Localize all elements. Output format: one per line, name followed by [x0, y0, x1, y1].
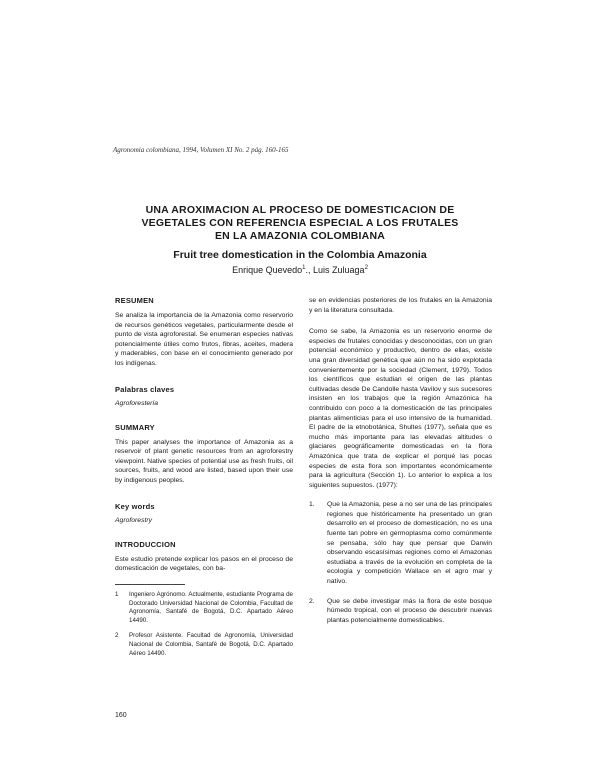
key-words-text: Agroforestry: [115, 516, 153, 524]
footnote-1: [115, 591, 293, 626]
list-item-1-number: 1.: [309, 501, 315, 509]
left-column: [115, 296, 293, 664]
author-1: Enrique Quevedo: [232, 265, 303, 275]
footnote-2: [115, 632, 293, 658]
english-title: Fruit tree domestication in the Colombia Amazonia: [173, 249, 427, 261]
journal-citation: Agronomia colombiana, 1994, Volumen XI No. 2 pág. 160-165: [113, 146, 289, 154]
list-item-1-text: Que la Amazonia, pese a no ser una de las principales regiones que históricamente ha presentado un gran desarrollo en el proceso de domesticación, no es una fuente tan pobre en germoplasma como comúnmente se pensaba, sólo hay que pensar que Darwin observando escasísimas regiones como el Amazonas estudiaba a través de la evolución en completa de la ecología y competición Wallace en el agro mar y nativo.: [327, 501, 492, 586]
summary-heading: SUMMARY: [115, 422, 155, 432]
resumen-text: Se analiza la importancia de la Amazonia como reservorio de recursos genéticos vegetales, particularmente desde el punto de vista agroforestal. Se enumeran especies nativas potencialmente útiles como frutos, fibras, aceites, madera y maderables, con base en el conocimiento generado por los indígenas.: [115, 312, 293, 367]
page-number: 160: [115, 712, 127, 719]
article-title: [120, 204, 480, 243]
right-paragraph-1: se en evidencias posteriores de los frutales en la Amazonia y en la literatura consultada.: [309, 297, 492, 314]
list-item-1: [309, 500, 492, 586]
introduccion-heading: INTRODUCCION: [115, 539, 176, 549]
title-line-2: VEGETALES CON REFERENCIA ESPECIAL A LOS FRUTALES: [141, 217, 459, 229]
palabras-claves-text: Agroforestería: [115, 399, 159, 407]
author-2-mark: 2: [364, 265, 368, 271]
footnote-divider: [115, 584, 185, 585]
footnote-2-text: Profesor Asistente. Facultad de Agronomía, Universidad Nacional de Colombia, Santafé de Bogotá, D.C. Apartado Aéreo 14490.: [129, 631, 293, 657]
title-line-1: UNA AROXIMACION AL PROCESO DE DOMESTICACION DE: [145, 204, 455, 216]
authors-line: [120, 265, 480, 275]
introduccion-text: Este estudio pretende explicar los pasos en el proceso de domesticación de vegetales, con ba-: [115, 555, 293, 573]
right-column: [309, 296, 492, 625]
summary-text: This paper analyses the importance of Amazonia as a reservoir of plant genetic resources from an agroforestry viewpoint. Native species of potential use as fresh fruits, oil sources, fruits, and wood are listed, based upon their use by indigenous peoples.: [115, 438, 293, 484]
right-paragraph-2: Como se sabe, la Amazonia es un reservorio enorme de especies de frutales conocidas y desconocidas, con un gran potencial económico y productivo, dentro de ellas, existe una gran diversidad genética que aún no ha sido explotada convenientemente por la sociedad (Clement, 1979). Todos los científicos que estudian el origen de las plantas cultivadas desde De Candolle hasta Vavilov y sus sucesores insisten en los trabajos que la región Amazónica ha contribuido con poco a la domesticación de las principales plantas alimenticias para el uso intensivo de la humanidad. El padre de la etnobotánica, Shultes (1977), señala que es mucho más importante para las elevadas altitudes o glaciares geográficamente domesticadas en la flora Amazónica que trata de explicar el porqué las pocas especies de esta flora son importantes económicamente para la agricultura (Sección 1). Lo anterior lo explica a los siguientes supuestos. (1977):: [309, 328, 492, 489]
author-2: Luis Zuluaga: [313, 265, 365, 275]
list-item-2-text: Que se debe investigar más la flora de este bosque húmedo tropical, con el proceso de descubrir nuevas plantas potencialmente domesticables.: [327, 597, 492, 624]
list-item-2: [309, 597, 492, 626]
title-line-3: EN LA AMAZONIA COLOMBIANA: [214, 230, 386, 242]
key-words-heading: Key words: [115, 501, 155, 511]
footnote-1-number: 1: [115, 590, 119, 598]
author-separator: .,: [305, 265, 314, 275]
resumen-heading: RESUMEN: [115, 296, 154, 305]
author-1-mark: 1: [302, 265, 306, 271]
list-item-2-number: 2.: [309, 597, 315, 605]
palabras-claves-heading: Palabras claves: [115, 384, 175, 394]
footnote-2-number: 2: [115, 631, 119, 639]
footnote-1-text: Ingeniero Agrónomo. Actualmente, estudiante Programa de Doctorado Universidad Nacional de Colombia, Facultad de Agronomía, Santafé de Bogotá, D.C. Apartado Aéreo 14490.: [129, 590, 293, 625]
